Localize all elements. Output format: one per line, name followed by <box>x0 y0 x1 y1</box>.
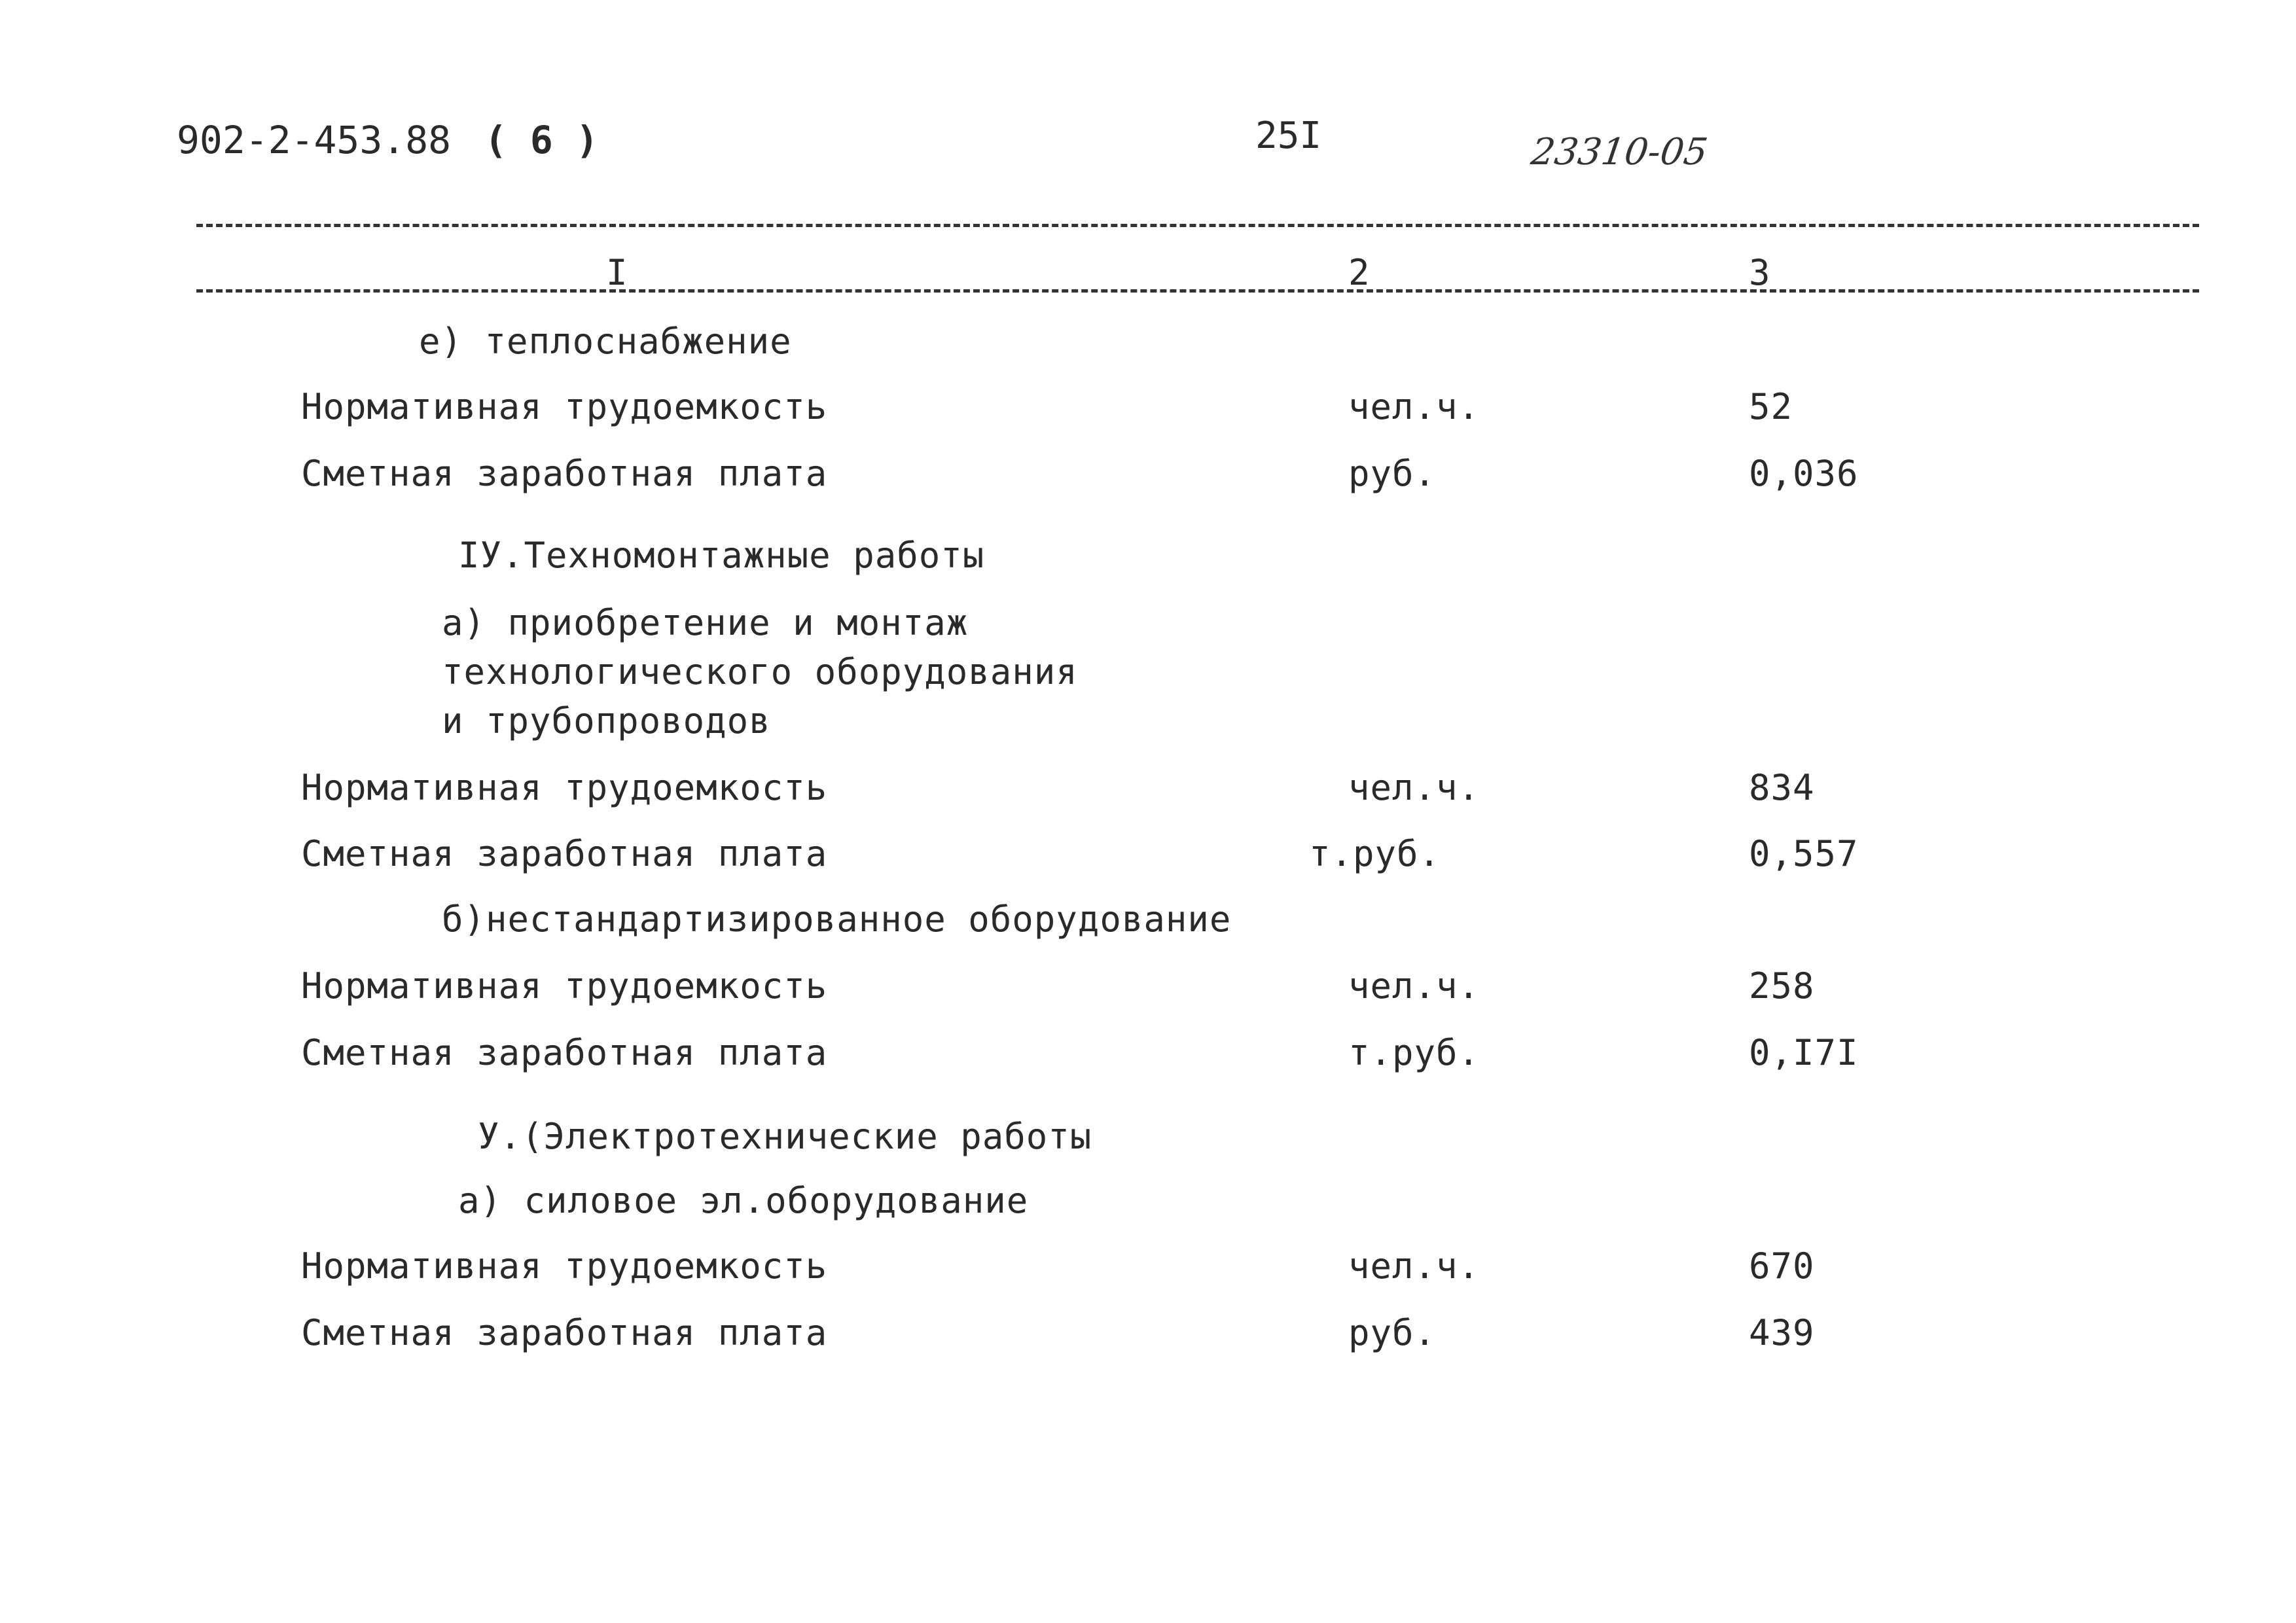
row-value: 258 <box>1749 965 1815 1007</box>
row-value: 0,I7I <box>1749 1032 1859 1073</box>
section-5-title: У.(Электротехнические работы <box>478 1116 1092 1157</box>
row-unit: чел.ч. <box>1348 767 1480 808</box>
row-unit: т.руб. <box>1348 1032 1480 1073</box>
row-label: Нормативная трудоемкость <box>301 767 828 808</box>
section-heat-title: е) теплоснабжение <box>419 321 792 362</box>
row-unit: т.руб. <box>1309 833 1441 874</box>
row-value: 834 <box>1749 767 1815 808</box>
section-4a-title-line3: и трубопроводов <box>442 700 771 741</box>
row-label: Нормативная трудоемкость <box>301 965 828 1007</box>
row-unit: чел.ч. <box>1348 1245 1480 1287</box>
row-label: Сметная заработная плата <box>301 453 828 494</box>
row-value: 439 <box>1749 1312 1815 1353</box>
row-label: Сметная заработная плата <box>301 1312 828 1353</box>
column-header-3: 3 <box>1749 252 1770 293</box>
table-top-rule <box>196 224 2199 227</box>
row-unit: руб. <box>1348 453 1437 494</box>
column-header-1: I <box>606 252 628 293</box>
section-5a-title: а) силовое эл.оборудование <box>458 1180 1029 1221</box>
document-code: 902-2-453.88 <box>177 118 452 162</box>
row-value: 0,557 <box>1749 833 1859 874</box>
column-header-2: 2 <box>1348 252 1370 293</box>
row-unit: чел.ч. <box>1348 965 1480 1007</box>
row-value: 0,036 <box>1749 453 1859 494</box>
row-label: Нормативная трудоемкость <box>301 1245 828 1287</box>
row-label: Сметная заработная плата <box>301 833 828 874</box>
handwritten-inventory-number: 23310-05 <box>1528 131 1710 173</box>
row-label: Сметная заработная плата <box>301 1032 828 1073</box>
row-value: 52 <box>1749 386 1793 427</box>
section-4a-title-line2: технологического оборудования <box>442 651 1078 692</box>
page-number: 25I <box>1255 115 1322 157</box>
row-unit: чел.ч. <box>1348 386 1480 427</box>
section-4a-title-line1: а) приобретение и монтаж <box>442 602 969 643</box>
section-4b-title: б)нестандартизированное оборудование <box>442 899 1232 940</box>
row-label: Нормативная трудоемкость <box>301 386 828 427</box>
table-header-rule <box>196 289 2199 293</box>
section-4-title: IУ.Техномонтажные работы <box>458 535 985 576</box>
row-unit: руб. <box>1348 1312 1437 1353</box>
row-value: 670 <box>1749 1245 1815 1287</box>
document-part: ( 6 ) <box>484 118 599 162</box>
